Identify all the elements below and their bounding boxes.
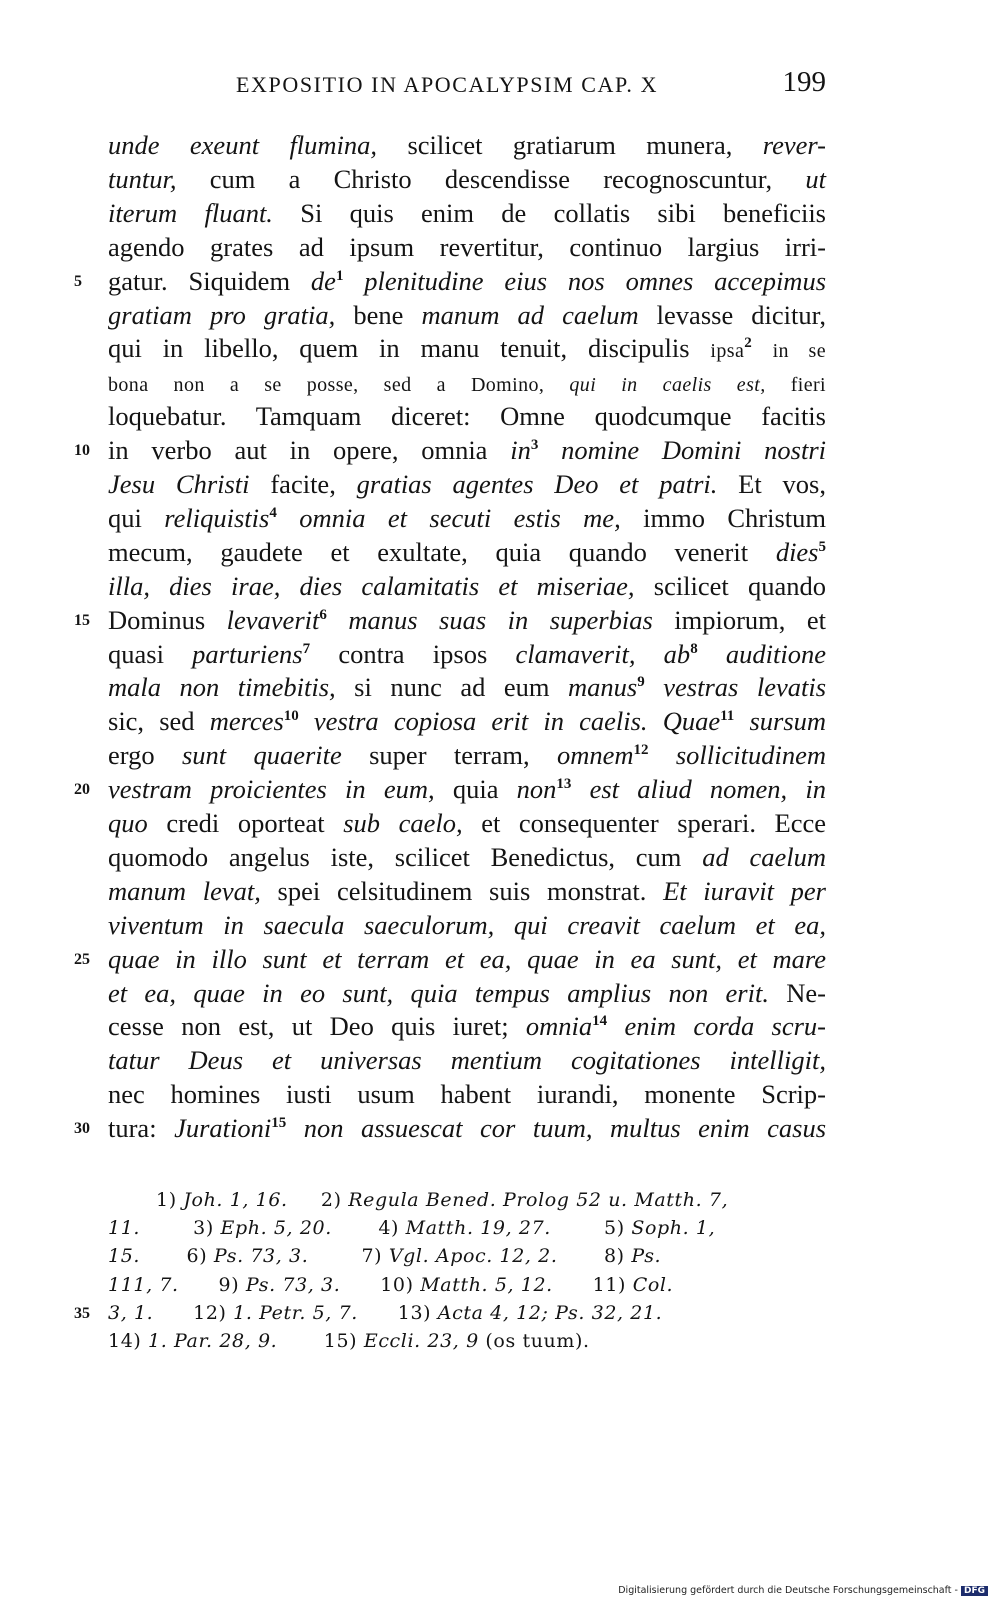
text-line: quae in illo sunt et terram et ea, quae in ea sunt, et mare	[108, 943, 826, 974]
footnote-line: 3, 1. 12) 1. Petr. 5, 7. 13) Acta 4, 12; Ps. 32, 21.	[108, 1301, 663, 1324]
text-line: viventum in saecula saeculorum, qui creavit caelum et ea,	[108, 909, 826, 940]
running-title: EXPOSITIO IN APOCALYPSIM CAP. X	[236, 72, 659, 97]
text-line: bona non a se posse, sed a Domino, qui in caelis est, fieri	[108, 374, 826, 397]
text-line: qui in libello, quem in manu tenuit, discipulis ipsa$^2$ in se	[108, 333, 827, 364]
text-line: cesse non est, ut Deo quis iuret; omnia$^{14}$ enim corda scru-	[108, 1011, 826, 1042]
running-header	[108, 66, 826, 106]
line-number: 25	[74, 950, 90, 968]
page-number: 199	[782, 66, 826, 98]
text-line: quasi parturiens$^7$ contra ipsos clamaverit, $ab^8$ auditione	[108, 638, 827, 669]
text-line: nec homines iusti usum habent iurandi, monente Scrip-	[108, 1079, 826, 1110]
text-line: sic, sed merces$^{10}$ vestra copiosa erit in caelis. Quae$^{11}$ sursum	[108, 706, 827, 737]
line-number: 30	[74, 1120, 90, 1138]
text-line: loquebatur. Tamquam diceret: Omne quodcumque facitis	[108, 401, 826, 432]
text-line: vestram proicientes in eum, quia non$^{13}$ est aliud nomen, in	[108, 774, 826, 805]
digitization-text: Digitalisierung gefördert durch die Deutsche Forschungsgemeinschaft -	[618, 1585, 958, 1596]
text-line: mala non timebitis, si nunc ad eum manus$^9$ vestras levatis	[108, 672, 827, 703]
line-number: 20	[74, 781, 90, 799]
text-line: unde exeunt flumina, scilicet gratiarum munera, rever-	[108, 130, 826, 160]
digitization-note	[618, 1585, 988, 1596]
text-line: quomodo angelus iste, scilicet Benedictus, cum ad caelum	[108, 841, 826, 872]
text-line: gatur. Siquidem $de^1$ plenitudine eius nos omnes accepimus	[108, 265, 827, 296]
text-line: iterum fluant. Si quis enim de collatis sibi beneficiis	[108, 197, 826, 228]
text-line: mecum, gaudete et exultate, quia quando venerit dies$^5$	[108, 536, 826, 567]
footnote-line: 1) Joh. 1, 16. 2) Regula Bened. Prolog 52 u. Matth. 7,	[156, 1189, 729, 1211]
footnote-line: 15. 6) Ps. 73, 3. 7) Vgl. Apoc. 12, 2. 8) Ps.	[108, 1245, 662, 1268]
text-line: gratiam pro gratia, bene manum ad caelum levasse dicitur,	[108, 299, 827, 330]
footnote-line: 111, 7. 9) Ps. 73, 3. 10) Matth. 5, 12. 11) Col.	[108, 1273, 674, 1296]
text-line: in verbo aut in opere, omnia $in^3$ nomine Domini nostri	[108, 435, 826, 466]
line-number: 10	[74, 442, 90, 460]
dfg-logo: DFG	[961, 1586, 988, 1596]
text-line: ergo sunt quaerite super terram, omnem$^{12}$ sollicitudinem	[108, 740, 827, 771]
text-line: quo credi oporteat sub caelo, et consequenter sperari. Ecce	[108, 808, 826, 838]
text-line: tura: Jurationi$^{15}$ non assuescat cor tuum, multus enim casus	[108, 1113, 827, 1144]
text-line: tuntur, cum a Christo descendisse recognoscuntur, ut	[108, 163, 826, 194]
text-line: agendo grates ad ipsum revertitur, continuo largius irri-	[108, 231, 826, 262]
text-line: Dominus levaverit$^6$ manus suas in superbias impiorum, et	[108, 604, 826, 635]
text-line: illa, dies irae, dies calamitatis et miseriae, scilicet quando	[108, 570, 826, 601]
text-line: Jesu Christi facite, gratias agentes Deo et patri. Et vos,	[108, 469, 826, 499]
footnote-line: 11. 3) Eph. 5, 20. 4) Matth. 19, 27. 5) Soph. 1,	[108, 1217, 716, 1240]
footnote-line: 14) 1. Par. 28, 9. 15) Eccli. 23, 9 (os tuum).	[108, 1330, 590, 1352]
line-number: 35	[74, 1304, 90, 1322]
text-line: manum levat, spei celsitudinem suis monstrat. Et iuravit per	[108, 875, 826, 906]
text-line: et ea, quae in eo sunt, quia tempus amplius non erit. Ne-	[108, 977, 826, 1008]
line-number: 5	[74, 272, 82, 290]
text-line: qui reliquistis$^4$ omnia et secuti estis me, immo Christum	[108, 502, 827, 533]
line-number: 15	[74, 611, 90, 629]
text-line: tatur Deus et universas mentium cogitationes intelligit,	[108, 1045, 826, 1076]
